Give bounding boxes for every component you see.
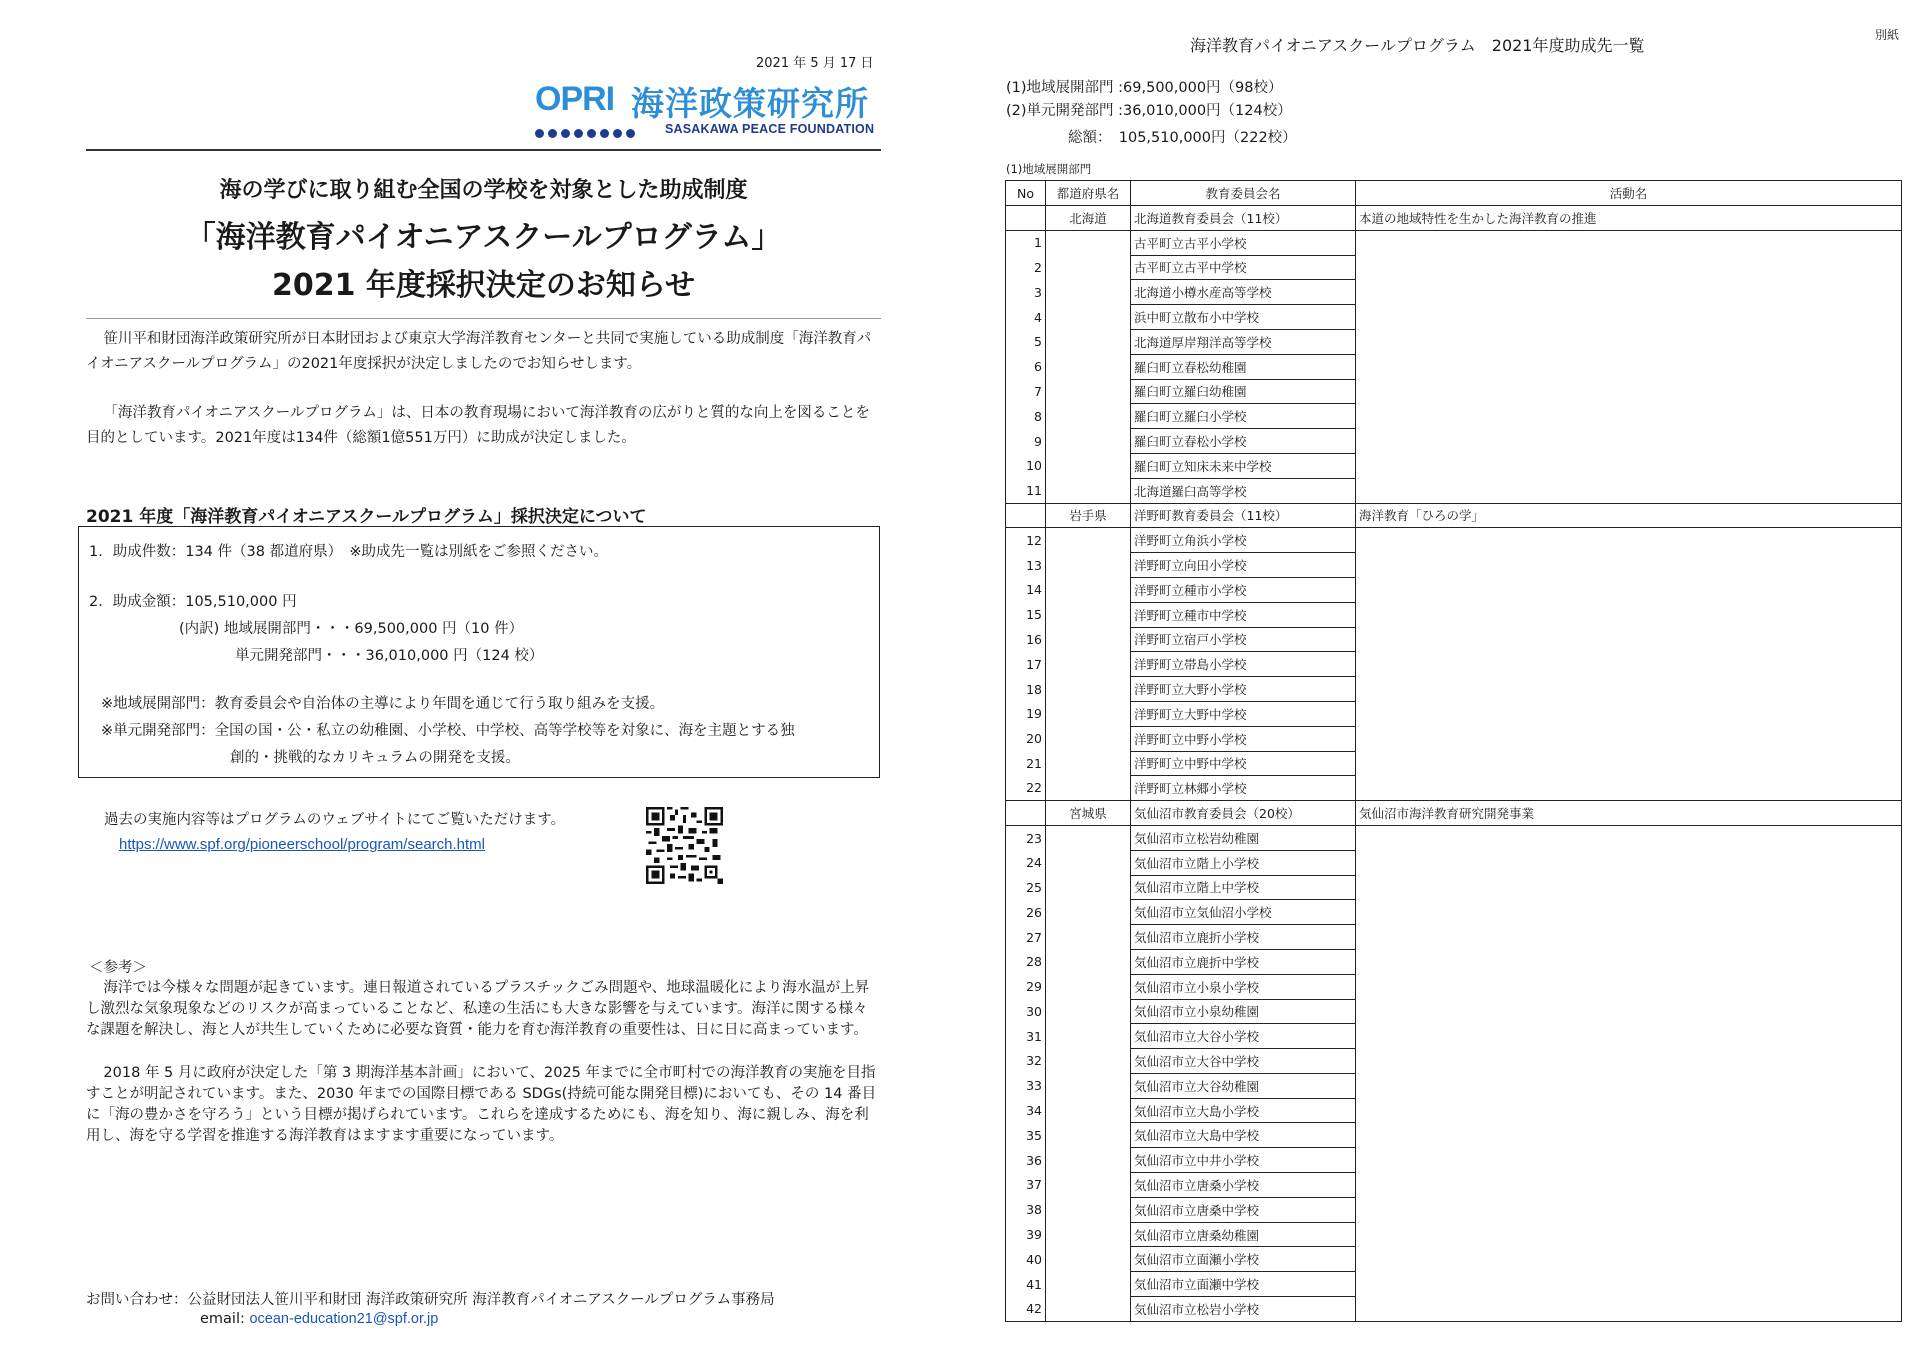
row-prefecture xyxy=(1046,379,1131,404)
table-row xyxy=(1006,801,1902,826)
row-no: 3 xyxy=(1006,280,1046,305)
row-school: 気仙沼市立松岩小学校 xyxy=(1131,1297,1356,1322)
table-header-row xyxy=(1006,181,1902,206)
divider xyxy=(86,149,881,151)
row-school: 北海道厚岸翔洋高等学校 xyxy=(1131,329,1356,354)
row-prefecture xyxy=(1046,677,1131,702)
row-activity xyxy=(1356,1197,1902,1222)
grant-count-line: 1．助成件数：134 件（38 都道府県） ※助成先一覧は別紙をご参照ください。 xyxy=(89,544,608,560)
row-no: 11 xyxy=(1006,478,1046,503)
row-prefecture xyxy=(1046,230,1131,255)
row-activity xyxy=(1356,404,1902,429)
row-prefecture xyxy=(1046,1098,1131,1123)
row-school: 気仙沼市立面瀬中学校 xyxy=(1131,1272,1356,1297)
table-row xyxy=(1006,701,1902,726)
table-row xyxy=(1006,1024,1902,1049)
row-school: 気仙沼市立大谷小学校 xyxy=(1131,1024,1356,1049)
row-prefecture xyxy=(1046,726,1131,751)
row-activity xyxy=(1356,329,1902,354)
row-school: 気仙沼市立中井小学校 xyxy=(1131,1148,1356,1173)
title-line-1: 海の学びに取り組む全国の学校を対象とした助成制度 xyxy=(219,178,748,203)
row-no: 26 xyxy=(1006,900,1046,925)
annex-title: 海洋教育パイオニアスクールプログラム 2021年度助成先一覧 xyxy=(1190,36,1645,55)
row-activity xyxy=(1356,1073,1902,1098)
row-activity xyxy=(1356,949,1902,974)
logo-title: 海洋政策研究所 xyxy=(631,84,869,123)
row-school: 洋野町立宿戸小学校 xyxy=(1131,627,1356,652)
row-prefecture xyxy=(1046,1049,1131,1074)
row-no: 14 xyxy=(1006,577,1046,602)
row-activity: 本道の地域特性を生かした海洋教育の推進 xyxy=(1356,206,1902,231)
program-website-link[interactable]: https://www.spf.org/pioneerschool/program/search.html xyxy=(119,836,485,853)
row-school: 洋野町立帯島小学校 xyxy=(1131,652,1356,677)
row-prefecture xyxy=(1046,553,1131,578)
breakdown-unit-line: 単元開発部門・・・36,010,000 円（124 校） xyxy=(235,648,544,664)
row-school: 羅臼町立春松幼稚園 xyxy=(1131,354,1356,379)
row-prefecture xyxy=(1046,577,1131,602)
table-row xyxy=(1006,875,1902,900)
row-no: 5 xyxy=(1006,329,1046,354)
row-activity xyxy=(1356,825,1902,850)
row-no: 6 xyxy=(1006,354,1046,379)
row-activity xyxy=(1356,1297,1902,1322)
row-no: 13 xyxy=(1006,553,1046,578)
table-row xyxy=(1006,949,1902,974)
summary-box xyxy=(78,526,880,778)
table-row xyxy=(1006,230,1902,255)
row-activity xyxy=(1356,255,1902,280)
row-prefecture xyxy=(1046,329,1131,354)
row-no: 37 xyxy=(1006,1173,1046,1198)
row-school: 気仙沼市立面瀬小学校 xyxy=(1131,1247,1356,1272)
section-heading: 2021 年度「海洋教育パイオニアスクールプログラム」採択決定について xyxy=(86,507,647,527)
intro-paragraph-1: 笹川平和財団海洋政策研究所が日本財団および東京大学海洋教育センターと共同で実施している助成制度「海洋教育パイオニアスクールプログラム」の2021年度採択が決定しましたのでお知らせします。 xyxy=(86,331,872,372)
row-no: 39 xyxy=(1006,1222,1046,1247)
row-no: 25 xyxy=(1006,875,1046,900)
row-school: 洋野町立角浜小学校 xyxy=(1131,528,1356,553)
document-date: 2021 年 5 月 17 日 xyxy=(756,56,874,71)
unit-note-cont: 創的・挑戦的なカリキュラムの開発を支援。 xyxy=(230,750,520,766)
table-row xyxy=(1006,1073,1902,1098)
table-row xyxy=(1006,1098,1902,1123)
reference-heading: ＜参考＞ xyxy=(89,960,147,976)
row-no: 34 xyxy=(1006,1098,1046,1123)
row-activity xyxy=(1356,553,1902,578)
header-prefecture: 都道府県名 xyxy=(1046,181,1131,206)
table-section-label: (1)地域展開部門 xyxy=(1006,162,1092,176)
logo-mark: OPRI xyxy=(535,80,615,118)
table-row xyxy=(1006,1123,1902,1148)
table-row xyxy=(1006,404,1902,429)
annex-label: 別紙 xyxy=(1875,28,1900,42)
email-label: email: xyxy=(200,1311,250,1327)
row-no: 7 xyxy=(1006,379,1046,404)
summary-regional: (1)地域展開部門 :69,500,000円（98校） xyxy=(1006,80,1283,96)
row-school: 洋野町立中野中学校 xyxy=(1131,751,1356,776)
row-no: 28 xyxy=(1006,949,1046,974)
row-no: 23 xyxy=(1006,825,1046,850)
row-activity xyxy=(1356,925,1902,950)
reference-paragraph-2: 2018 年 5 月に政府が決定した「第 3 期海洋基本計画」において、2025 年までに全市町村での海洋教育の実施を目指すことが明記されています。また、2030 年までの国際目標である SDGs(持続可能な開発目標)においても、その 14 番目に「海の豊かさを守ろう」という目標が掲げられています。これらを達成するためにも、海を知り、海に親しみ、海を利用し、海を守る学習を推進する海洋教育はますます重要になっています。 xyxy=(86,1065,877,1144)
row-no: 19 xyxy=(1006,701,1046,726)
row-prefecture xyxy=(1046,751,1131,776)
row-activity xyxy=(1356,305,1902,330)
row-activity xyxy=(1356,850,1902,875)
row-school: 気仙沼市立気仙沼小学校 xyxy=(1131,900,1356,925)
row-activity xyxy=(1356,751,1902,776)
table-row xyxy=(1006,652,1902,677)
row-activity: 海洋教育「ひろの学」 xyxy=(1356,503,1902,528)
row-school: 気仙沼市教育委員会（20校） xyxy=(1131,801,1356,826)
row-no: 9 xyxy=(1006,429,1046,454)
row-school: 羅臼町立羅臼小学校 xyxy=(1131,404,1356,429)
row-school: 気仙沼市立階上中学校 xyxy=(1131,875,1356,900)
row-prefecture xyxy=(1046,1148,1131,1173)
table-row xyxy=(1006,577,1902,602)
table-row xyxy=(1006,900,1902,925)
row-no xyxy=(1006,503,1046,528)
row-activity xyxy=(1356,429,1902,454)
row-prefecture xyxy=(1046,478,1131,503)
row-no: 29 xyxy=(1006,974,1046,999)
row-school: 洋野町立林郷小学校 xyxy=(1131,776,1356,801)
row-activity xyxy=(1356,900,1902,925)
table-row xyxy=(1006,1297,1902,1322)
table-row xyxy=(1006,925,1902,950)
row-no: 41 xyxy=(1006,1272,1046,1297)
breakdown-regional-line: (内訳) 地域展開部門・・・69,500,000 円（10 件） xyxy=(179,621,524,637)
row-no: 10 xyxy=(1006,453,1046,478)
row-no: 15 xyxy=(1006,602,1046,627)
table-row xyxy=(1006,255,1902,280)
table-row xyxy=(1006,999,1902,1024)
table-row xyxy=(1006,627,1902,652)
table-row xyxy=(1006,354,1902,379)
regional-note: ※地域展開部門：教育委員会や自治体の主導により年間を通じて行う取り組みを支援。 xyxy=(101,696,665,712)
row-activity xyxy=(1356,1222,1902,1247)
row-prefecture xyxy=(1046,1123,1131,1148)
row-no: 33 xyxy=(1006,1073,1046,1098)
row-prefecture xyxy=(1046,850,1131,875)
row-no: 42 xyxy=(1006,1297,1046,1322)
summary-total: 総額： 105,510,000円（222校） xyxy=(1068,130,1297,146)
row-prefecture xyxy=(1046,1247,1131,1272)
table-row xyxy=(1006,329,1902,354)
row-school: 北海道小樽水産高等学校 xyxy=(1131,280,1356,305)
row-school: 気仙沼市立鹿折小学校 xyxy=(1131,925,1356,950)
row-school: 気仙沼市立小泉幼稚園 xyxy=(1131,999,1356,1024)
row-activity xyxy=(1356,627,1902,652)
table-row xyxy=(1006,850,1902,875)
row-prefecture xyxy=(1046,453,1131,478)
table-row xyxy=(1006,206,1902,231)
logo-dots xyxy=(535,123,655,135)
row-school: 北海道羅臼高等学校 xyxy=(1131,478,1356,503)
row-school: 気仙沼市立唐桑中学校 xyxy=(1131,1197,1356,1222)
row-prefecture xyxy=(1046,825,1131,850)
table-row xyxy=(1006,528,1902,553)
row-prefecture xyxy=(1046,1222,1131,1247)
row-school: 北海道教育委員会（11校） xyxy=(1131,206,1356,231)
row-prefecture xyxy=(1046,627,1131,652)
row-prefecture xyxy=(1046,280,1131,305)
row-activity xyxy=(1356,453,1902,478)
row-activity xyxy=(1356,1098,1902,1123)
row-school: 気仙沼市立小泉小学校 xyxy=(1131,974,1356,999)
row-activity xyxy=(1356,1173,1902,1198)
row-prefecture xyxy=(1046,875,1131,900)
row-prefecture xyxy=(1046,999,1131,1024)
row-school: 洋野町立大野中学校 xyxy=(1131,701,1356,726)
row-school: 羅臼町立羅臼幼稚園 xyxy=(1131,379,1356,404)
row-no: 16 xyxy=(1006,627,1046,652)
table-row xyxy=(1006,1247,1902,1272)
row-prefecture xyxy=(1046,949,1131,974)
row-prefecture xyxy=(1046,354,1131,379)
row-no: 24 xyxy=(1006,850,1046,875)
row-prefecture xyxy=(1046,1173,1131,1198)
row-prefecture xyxy=(1046,925,1131,950)
row-prefecture xyxy=(1046,1024,1131,1049)
row-no: 20 xyxy=(1006,726,1046,751)
row-no: 27 xyxy=(1006,925,1046,950)
row-no: 30 xyxy=(1006,999,1046,1024)
row-prefecture xyxy=(1046,652,1131,677)
row-no: 12 xyxy=(1006,528,1046,553)
row-no: 38 xyxy=(1006,1197,1046,1222)
table-row xyxy=(1006,429,1902,454)
email-line xyxy=(200,1311,438,1327)
row-activity xyxy=(1356,280,1902,305)
row-prefecture xyxy=(1046,404,1131,429)
reference-paragraph-1: 海洋では今様々な問題が起きています。連日報道されているプラスチックごみ問題や、地球温暖化により海水温が上昇し激烈な気象現象などのリスクが高まっていることなど、私達の生活にも大きな影響を与えています。海洋に関する様々な課題を解決し、海と人が共生していくために必要な資質・能力を育む海洋教育の重要性は、日に日に高まっています。 xyxy=(86,980,870,1038)
table-row xyxy=(1006,1173,1902,1198)
row-school: 気仙沼市立大島中学校 xyxy=(1131,1123,1356,1148)
row-activity xyxy=(1356,379,1902,404)
row-no: 36 xyxy=(1006,1148,1046,1173)
row-school: 気仙沼市立大谷幼稚園 xyxy=(1131,1073,1356,1098)
row-activity xyxy=(1356,1148,1902,1173)
table-row xyxy=(1006,453,1902,478)
row-no xyxy=(1006,801,1046,826)
table-row xyxy=(1006,280,1902,305)
row-school: 気仙沼市立鹿折中学校 xyxy=(1131,949,1356,974)
logo-subtitle: SASAKAWA PEACE FOUNDATION xyxy=(665,122,875,136)
row-activity xyxy=(1356,528,1902,553)
row-no: 8 xyxy=(1006,404,1046,429)
row-activity xyxy=(1356,1024,1902,1049)
row-activity xyxy=(1356,1272,1902,1297)
table-row xyxy=(1006,751,1902,776)
row-school: 洋野町教育委員会（11校） xyxy=(1131,503,1356,528)
row-activity xyxy=(1356,1049,1902,1074)
row-activity xyxy=(1356,999,1902,1024)
row-prefecture xyxy=(1046,1197,1131,1222)
row-prefecture xyxy=(1046,974,1131,999)
contact-line: お問い合わせ：公益財団法人笹川平和財団 海洋政策研究所 海洋教育パイオニアスクールプログラム事務局 xyxy=(86,1292,775,1308)
row-school: 洋野町立種市小学校 xyxy=(1131,577,1356,602)
row-school: 気仙沼市立階上小学校 xyxy=(1131,850,1356,875)
row-school: 羅臼町立春松小学校 xyxy=(1131,429,1356,454)
table-row xyxy=(1006,1049,1902,1074)
opri-logo xyxy=(535,78,887,140)
table-row xyxy=(1006,305,1902,330)
table-row xyxy=(1006,974,1902,999)
row-activity xyxy=(1356,701,1902,726)
row-activity xyxy=(1356,478,1902,503)
table-row xyxy=(1006,1222,1902,1247)
row-prefecture xyxy=(1046,900,1131,925)
row-prefecture xyxy=(1046,1272,1131,1297)
grant-recipients-table xyxy=(1005,180,1902,1322)
table-row xyxy=(1006,478,1902,503)
row-no: 35 xyxy=(1006,1123,1046,1148)
row-prefecture xyxy=(1046,429,1131,454)
row-activity xyxy=(1356,602,1902,627)
row-activity xyxy=(1356,677,1902,702)
row-school: 気仙沼市立大谷中学校 xyxy=(1131,1049,1356,1074)
row-prefecture xyxy=(1046,305,1131,330)
table-row xyxy=(1006,1148,1902,1173)
row-school: 浜中町立散布小中学校 xyxy=(1131,305,1356,330)
table-row xyxy=(1006,503,1902,528)
row-no xyxy=(1006,206,1046,231)
row-no: 4 xyxy=(1006,305,1046,330)
row-no: 32 xyxy=(1006,1049,1046,1074)
title-line-3: 2021 年度採択決定のお知らせ xyxy=(271,268,696,303)
table-row xyxy=(1006,825,1902,850)
row-school: 気仙沼市立松岩幼稚園 xyxy=(1131,825,1356,850)
row-prefecture xyxy=(1046,528,1131,553)
email-link[interactable]: ocean-education21@spf.or.jp xyxy=(249,1311,439,1327)
row-no: 22 xyxy=(1006,776,1046,801)
intro-paragraph-2: 「海洋教育パイオニアスクールプログラム」は、日本の教育現場において海洋教育の広がりと質的な向上を図ることを目的としています。2021年度は134件（総額1億551万円）に助成が決定しました。 xyxy=(86,405,870,446)
row-school: 羅臼町立知床未来中学校 xyxy=(1131,453,1356,478)
row-prefecture xyxy=(1046,255,1131,280)
header-no: No xyxy=(1006,181,1046,206)
qr-code xyxy=(646,807,723,884)
row-activity xyxy=(1356,875,1902,900)
row-no: 21 xyxy=(1006,751,1046,776)
row-school: 洋野町立大野小学校 xyxy=(1131,677,1356,702)
row-school: 洋野町立向田小学校 xyxy=(1131,553,1356,578)
title-line-2: 「海洋教育パイオニアスクールプログラム」 xyxy=(185,220,782,255)
table-row xyxy=(1006,553,1902,578)
table-row xyxy=(1006,776,1902,801)
row-prefecture xyxy=(1046,701,1131,726)
table-row xyxy=(1006,602,1902,627)
row-school: 古平町立古平中学校 xyxy=(1131,255,1356,280)
row-activity xyxy=(1356,1247,1902,1272)
website-note: 過去の実施内容等はプログラムのウェブサイトにてご覧いただけます。 xyxy=(104,812,566,828)
row-prefecture: 北海道 xyxy=(1046,206,1131,231)
table-row xyxy=(1006,1197,1902,1222)
row-activity: 気仙沼市海洋教育研究開発事業 xyxy=(1356,801,1902,826)
row-activity xyxy=(1356,1123,1902,1148)
row-school: 気仙沼市立唐桑小学校 xyxy=(1131,1173,1356,1198)
grant-amount-line: 2．助成金額：105,510,000 円 xyxy=(89,594,297,610)
table-row xyxy=(1006,677,1902,702)
row-activity xyxy=(1356,230,1902,255)
table-row xyxy=(1006,726,1902,751)
row-activity xyxy=(1356,776,1902,801)
unit-note: ※単元開発部門：全国の国・公・私立の幼稚園、小学校、中学校、高等学校等を対象に、海を主題とする独 xyxy=(101,723,795,739)
row-school: 古平町立古平小学校 xyxy=(1131,230,1356,255)
row-activity xyxy=(1356,974,1902,999)
row-activity xyxy=(1356,354,1902,379)
row-prefecture xyxy=(1046,602,1131,627)
row-school: 気仙沼市立唐桑幼稚園 xyxy=(1131,1222,1356,1247)
divider xyxy=(86,318,881,319)
row-school: 洋野町立種市中学校 xyxy=(1131,602,1356,627)
row-no: 17 xyxy=(1006,652,1046,677)
header-activity: 活動名 xyxy=(1356,181,1902,206)
table-row xyxy=(1006,379,1902,404)
row-no: 1 xyxy=(1006,230,1046,255)
row-no: 31 xyxy=(1006,1024,1046,1049)
row-activity xyxy=(1356,726,1902,751)
row-school: 気仙沼市立大島小学校 xyxy=(1131,1098,1356,1123)
row-no: 18 xyxy=(1006,677,1046,702)
row-activity xyxy=(1356,652,1902,677)
row-no: 2 xyxy=(1006,255,1046,280)
table-row xyxy=(1006,1272,1902,1297)
row-prefecture: 岩手県 xyxy=(1046,503,1131,528)
row-prefecture xyxy=(1046,1297,1131,1322)
row-prefecture xyxy=(1046,1073,1131,1098)
summary-unit: (2)単元開発部門 :36,010,000円（124校） xyxy=(1006,103,1292,119)
row-prefecture xyxy=(1046,776,1131,801)
header-board: 教育委員会名 xyxy=(1131,181,1356,206)
row-no: 40 xyxy=(1006,1247,1046,1272)
row-activity xyxy=(1356,577,1902,602)
row-prefecture: 宮城県 xyxy=(1046,801,1131,826)
row-school: 洋野町立中野小学校 xyxy=(1131,726,1356,751)
